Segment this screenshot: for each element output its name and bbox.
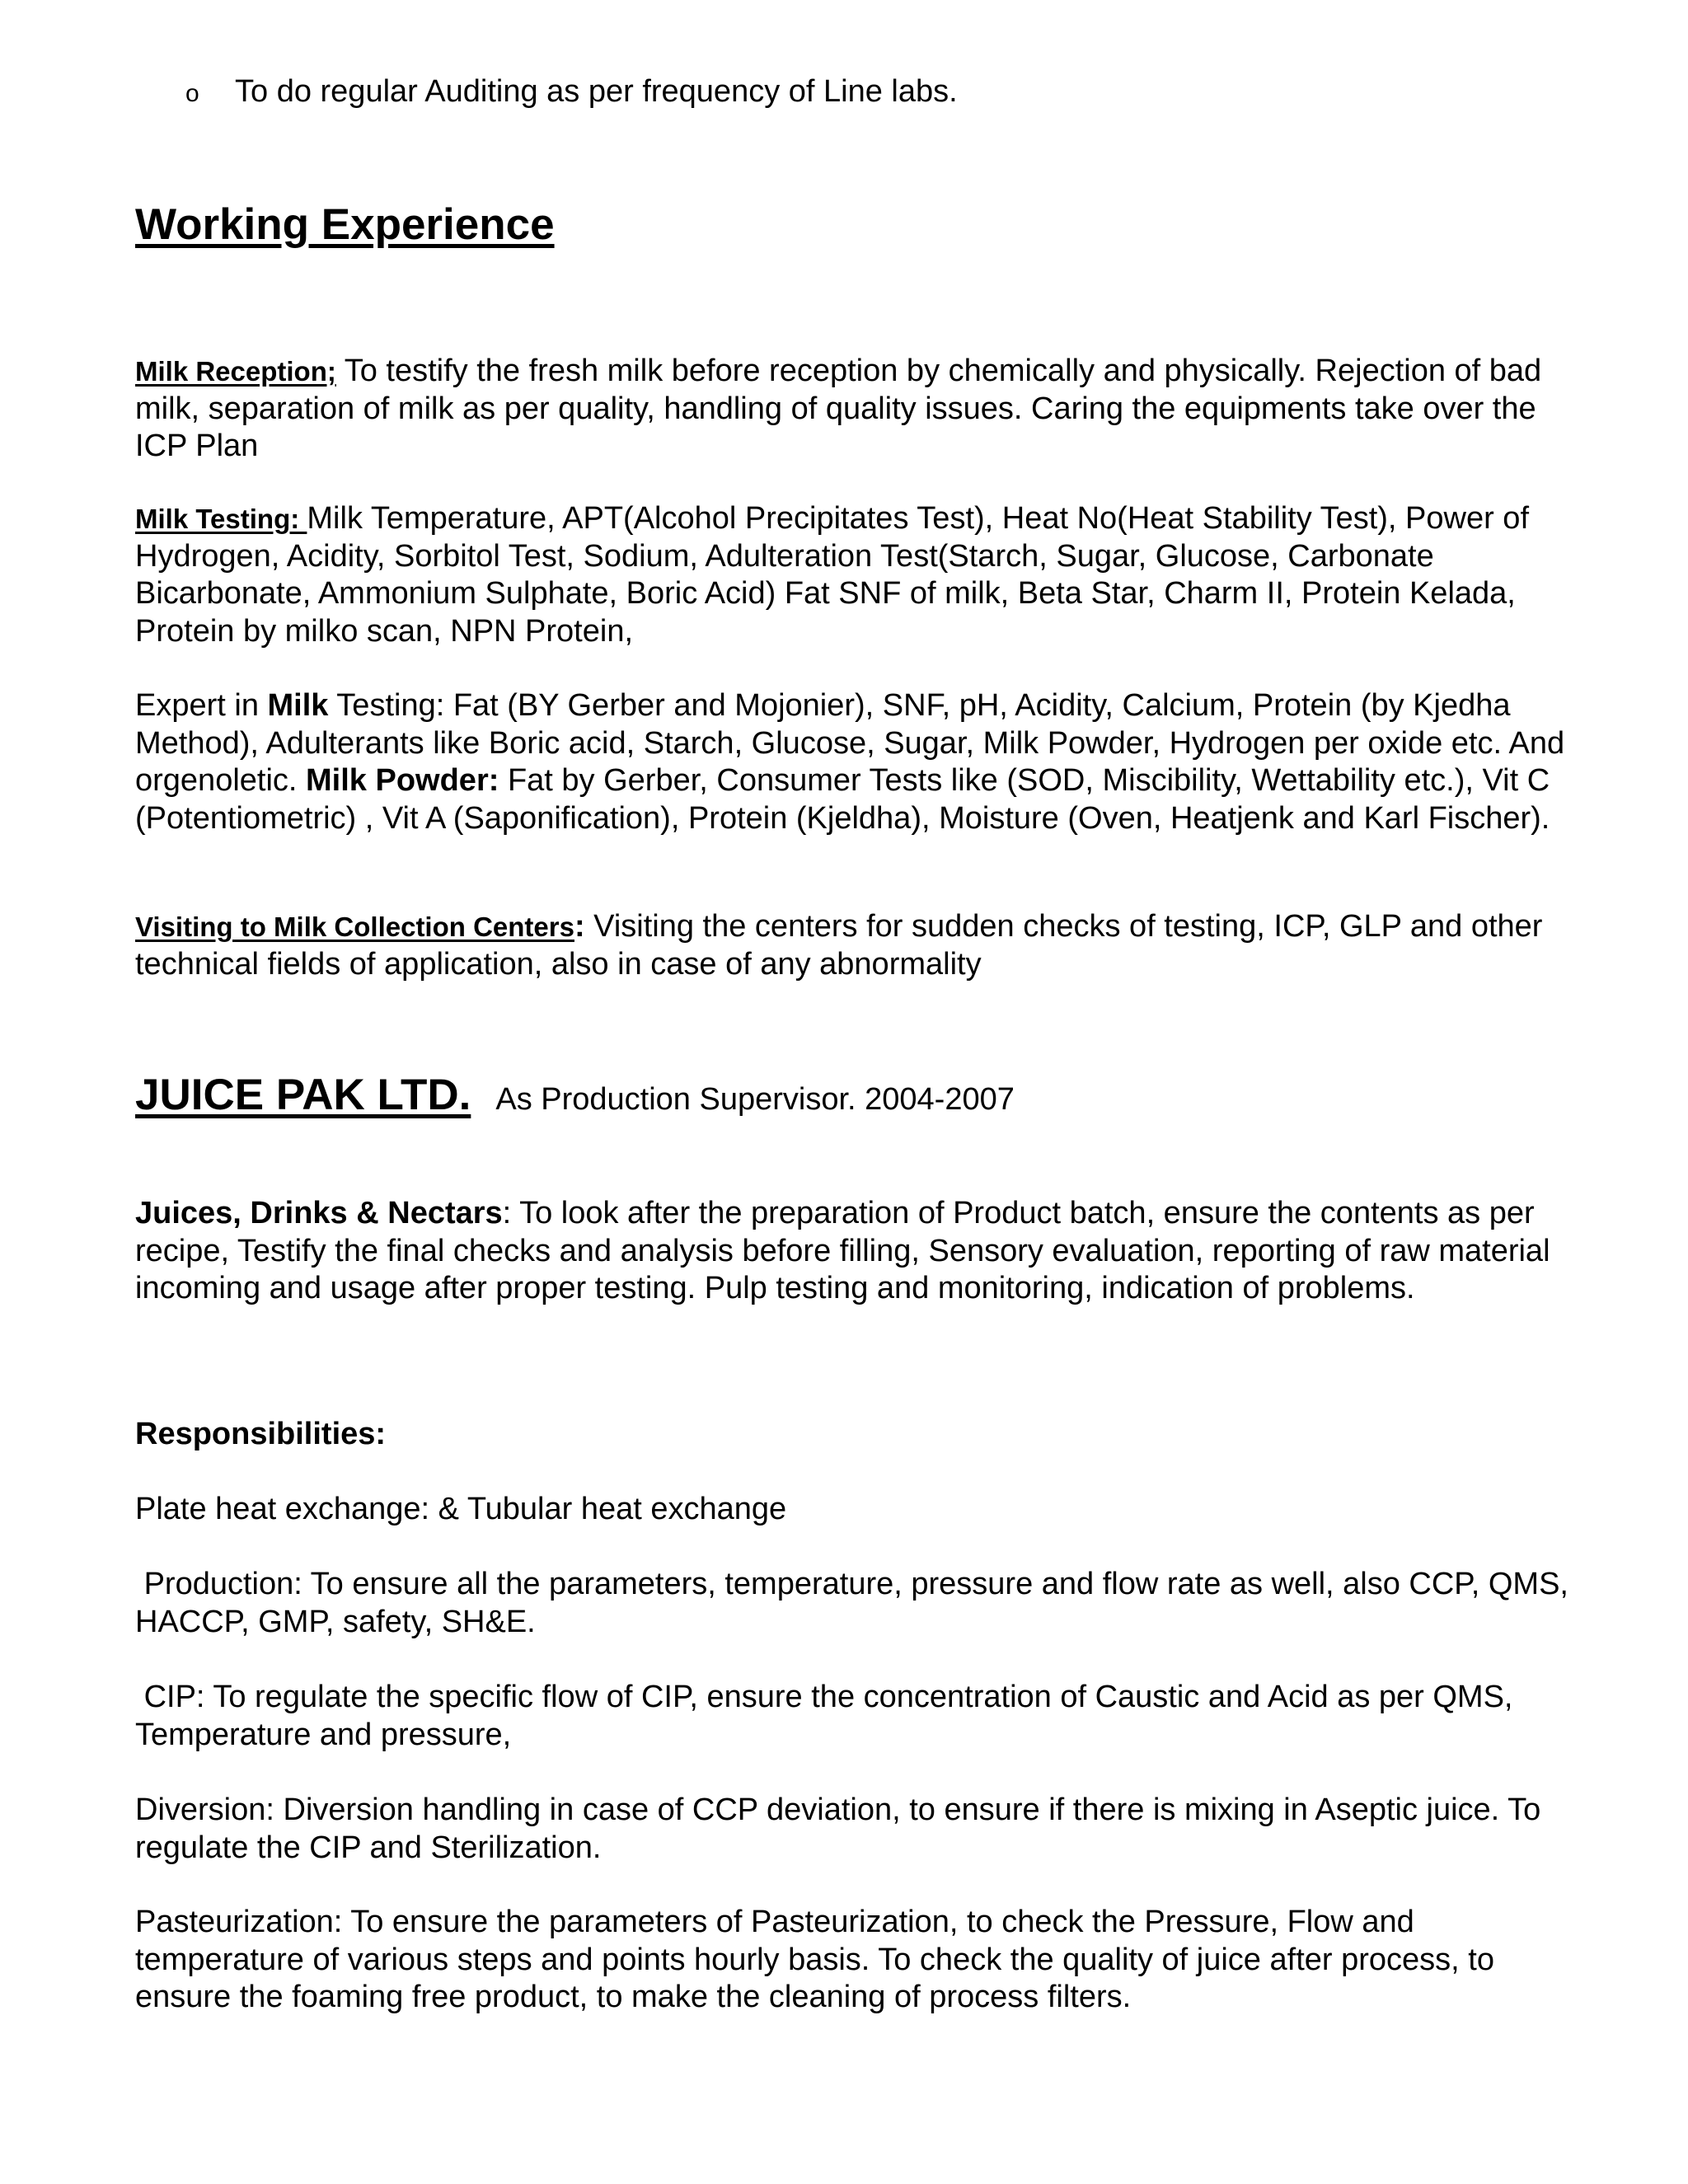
juices-text: : To look after the preparation of Product batch, ensure the contents as per recipe, Testify the final checks and analysis before filling, Sensory evaluation, reporting of raw material incoming and usage after proper testing. Pulp testing and monitoring, indication of problems. bbox=[135, 1196, 1550, 1305]
expert-prefix: Expert in bbox=[135, 688, 268, 723]
juices-label: Juices, Drinks & Nectars bbox=[135, 1196, 503, 1230]
production-paragraph: Production: To ensure all the parameters, temperature, pressure and flow rate as well, also CCP, QMS, HACCP, GMP, safety, SH&E. bbox=[135, 1567, 1578, 1639]
working-experience-heading: Working Experience bbox=[135, 200, 555, 249]
cip-paragraph: CIP: To regulate the specific flow of CIP, ensure the concentration of Caustic and Acid as per QMS, Temperature and pressure, bbox=[135, 1680, 1522, 1752]
milk-reception-text: To testify the fresh milk before reception by chemically and physically. Rejection of bad milk, separation of milk as per quality, handling of quality issues. Caring the equipments take over the ICP Plan bbox=[135, 354, 1542, 463]
milk-testing-paragraph bbox=[135, 500, 1573, 650]
bullet-icon: o bbox=[185, 80, 199, 107]
responsibilities-heading: Responsibilities: bbox=[135, 1417, 387, 1451]
expert-milk-bold: Milk bbox=[267, 688, 329, 723]
expert-text-1: Testing: Fat (BY Gerber and Mojonier), SNF, pH, Acidity, Calcium, Protein (by Kjedha Method), Adulterants like Boric acid, Starch, Glucose, Sugar, Milk Powder, Hydrogen per oxide etc. And orgenoletic. bbox=[135, 688, 1565, 798]
expert-milk-powder-bold: Milk Powder: bbox=[306, 763, 499, 798]
diversion-paragraph: Diversion: Diversion handling in case of CCP deviation, to ensure if there is mixing in Aseptic juice. To regulate the CIP and Sterilization. bbox=[135, 1793, 1541, 1865]
milk-reception-label: Milk Reception; bbox=[135, 356, 336, 387]
milk-testing-text: Milk Temperature, APT(Alcohol Precipitates Test), Heat No(Heat Stability Test), Power of Hydrogen, Acidity, Sorbitol Test, Sodium, Adulteration Test(Starch, Sugar, Glucose, Carbonate Bicarbonate, Ammonium Sulphate, Boric Acid) Fat SNF of milk, Beta Star, Charm II, Protein Kelada, Protein by milko scan, NPN Protein, bbox=[135, 501, 1529, 649]
company-role: As Production Supervisor. 2004-2007 bbox=[495, 1082, 1015, 1117]
visiting-paragraph bbox=[135, 908, 1573, 983]
milk-testing-label: Milk Testing: bbox=[135, 504, 307, 534]
visiting-label: Visiting to Milk Collection Centers bbox=[135, 912, 574, 942]
milk-reception-paragraph bbox=[135, 353, 1573, 466]
visiting-colon: : bbox=[574, 909, 585, 944]
company-name: JUICE PAK LTD. bbox=[135, 1071, 471, 1119]
juices-paragraph bbox=[135, 1195, 1573, 1308]
expert-text-2: Fat by Gerber, Consumer Tests like (SOD, Miscibility, Wettability etc.), Vit C (Potentiometric) , Vit A (Saponification), Protein (Kjeldha), Moisture (Oven, Heatjenk and Karl Fischer). bbox=[135, 763, 1550, 836]
company-header bbox=[135, 1070, 1015, 1120]
pasteurization-paragraph: Pasteurization: To ensure the parameters of Pasteurization, to check the Pressure, Flow and temperature of various steps and points hourly basis. To check the quality of juice after process, to ensure the foaming free product, to make the cleaning of process filters. bbox=[135, 1905, 1494, 2014]
bullet-text: To do regular Auditing as per frequency of Line labs. bbox=[235, 74, 958, 109]
expert-paragraph bbox=[135, 687, 1573, 837]
plate-heat-line: Plate heat exchange: & Tubular heat exchange bbox=[135, 1492, 787, 1526]
visiting-text: Visiting the centers for sudden checks of testing, ICP, GLP and other technical fields of application, also in case of any abnormality bbox=[135, 909, 1543, 982]
audit-bullet-item bbox=[185, 73, 958, 113]
